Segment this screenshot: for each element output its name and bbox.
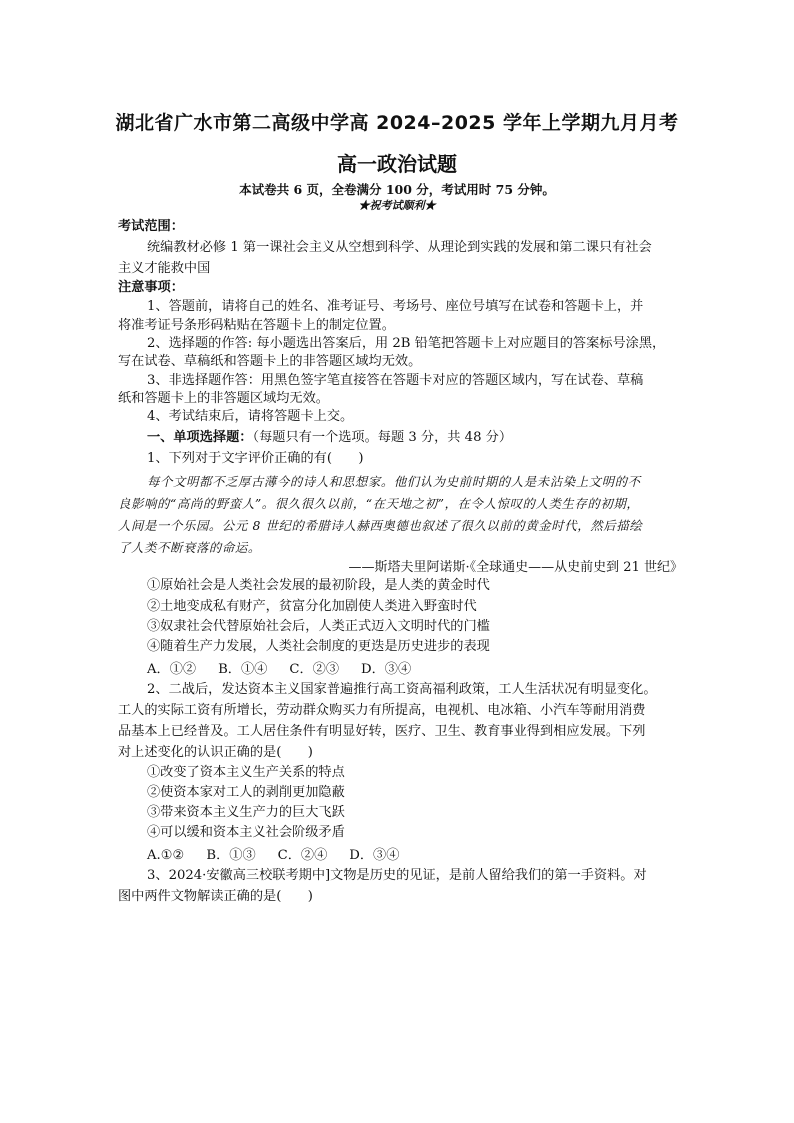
q1-item-3: ③奴隶社会代替原始社会后，人类正式迈入文明时代的门槛	[147, 619, 490, 634]
q1-source: ——斯塔夫里阿诺斯·《全球通史——从史前史到 21 世纪》	[348, 560, 683, 575]
note-2a: 2、选择题的作答: 每小题选出答案后，用 2B 铅笔把答题卡上对应题目的答案标号涂黑，	[147, 336, 666, 351]
q2-option-a[interactable]: A.①②	[147, 848, 185, 863]
q2-line-3: 品基本上已经普及。工人居住条件有明显好转，医疗、卫生、教育事业得到相应发展。下列	[118, 724, 646, 739]
section-1	[147, 428, 683, 448]
note-1a: 1、答题前，请将自己的姓名、准考证号、考场号、座位号填写在试卷和答题卡上，并	[147, 299, 644, 314]
note-1b: 将准考证号条形码粘贴在答题卡上的制定位置。	[118, 318, 395, 333]
q2-line-1: 2、二战后，发达资本主义国家普遍推行高工资高福利政策，工人生活状况有明显变化。	[147, 682, 657, 697]
q2-item-3: ③带来资本主义生产力的巨大飞跃	[147, 805, 345, 820]
q1-quote-4: 了人类不断衰落的命运。	[118, 540, 261, 555]
q1-option-c[interactable]: C．②③	[289, 662, 340, 677]
q1-quote-3: 人间是一个乐园。公元 8 世纪的希腊诗人赫西奥德也叙述了很久以前的黄金时代，然后描绘	[118, 518, 643, 533]
note-3a: 3、非选择题作答：用黑色签字笔直接答在答题卡对应的答题区域内，写在试卷、草稿	[147, 373, 644, 388]
q2-option-c[interactable]: C．②④	[277, 848, 328, 863]
q1-options	[147, 658, 433, 677]
q1-stem: 1、下列对于文字评价正确的有( )	[147, 451, 364, 466]
section-1-desc: （每题只有一个选项。每题 3 分，共 48 分）	[252, 430, 513, 445]
q3-line-2: 图中两件文物解读正确的是( )	[118, 889, 313, 904]
q1-option-a[interactable]: A．①②	[147, 662, 197, 677]
q2-option-b[interactable]: B．①③	[206, 848, 256, 863]
q1-item-1: ①原始社会是人类社会发展的最初阶段，是人类的黄金时代	[147, 578, 490, 593]
q1-option-b[interactable]: B．①④	[218, 662, 268, 677]
exam-info: 本试卷共 6 页，全卷满分 100 分，考试用时 75 分钟。	[239, 182, 555, 197]
q2-options	[147, 844, 421, 863]
exam-title: 湖北省广水市第二高级中学高 2024–2025 学年上学期九月月考	[115, 112, 679, 134]
q3-line-1: 3、2024·安徽高三校联考期中]文物是历史的见证，是前人留给我们的第一手资料。对	[147, 868, 647, 883]
notes-heading: 注意事项：	[118, 280, 184, 295]
q1-item-4: ④随着生产力发展，人类社会制度的更迭是历史进步的表现	[147, 639, 490, 654]
q1-quote-2: 良影响的“高尚的野蛮人”。很久很久以前，“在天地之初”，在令人惊叹的人类生存的初期，	[118, 496, 640, 511]
q2-option-d[interactable]: D．③④	[349, 848, 400, 863]
q2-line-4: 对上述变化的认识正确的是( )	[118, 745, 313, 760]
scope-text-2: 主义才能救中国	[118, 261, 211, 276]
q1-item-2: ②土地变成私有财产，贫富分化加剧使人类进入野蛮时代	[147, 599, 477, 614]
scope-text-1: 统编教材必修 1 第一课社会主义从空想到科学、从理论到实践的发展和第二课只有社会	[147, 240, 652, 255]
q2-item-2: ②使资本家对工人的剥削更加隐蔽	[147, 785, 345, 800]
q2-item-4: ④可以缓和资本主义社会阶级矛盾	[147, 825, 345, 840]
q2-item-1: ①改变了资本主义生产关系的特点	[147, 765, 345, 780]
exam-subtitle: 高一政治试题	[337, 152, 457, 176]
q2-line-2: 工人的实际工资有所增长，劳动群众购买力有所提高，电视机、电冰箱、小汽车等耐用消费	[118, 703, 646, 718]
q1-quote-1: 每个文明都不乏厚古薄今的诗人和思想家。他们认为史前时期的人是未沾染上文明的不	[147, 474, 641, 489]
section-1-heading: 一、单项选择题：	[147, 430, 253, 445]
q1-option-d[interactable]: D．③④	[361, 662, 412, 677]
note-2b: 写在试卷、草稿纸和答题卡上的非答题区域均无效。	[118, 354, 422, 369]
scope-heading: 考试范围：	[118, 219, 184, 234]
note-3b: 纸和答题卡上的非答题区域均无效。	[118, 391, 329, 406]
blessing: ★祝考试顺利★	[358, 199, 436, 212]
note-4: 4、考试结束后，请将答题卡上交。	[147, 409, 354, 424]
